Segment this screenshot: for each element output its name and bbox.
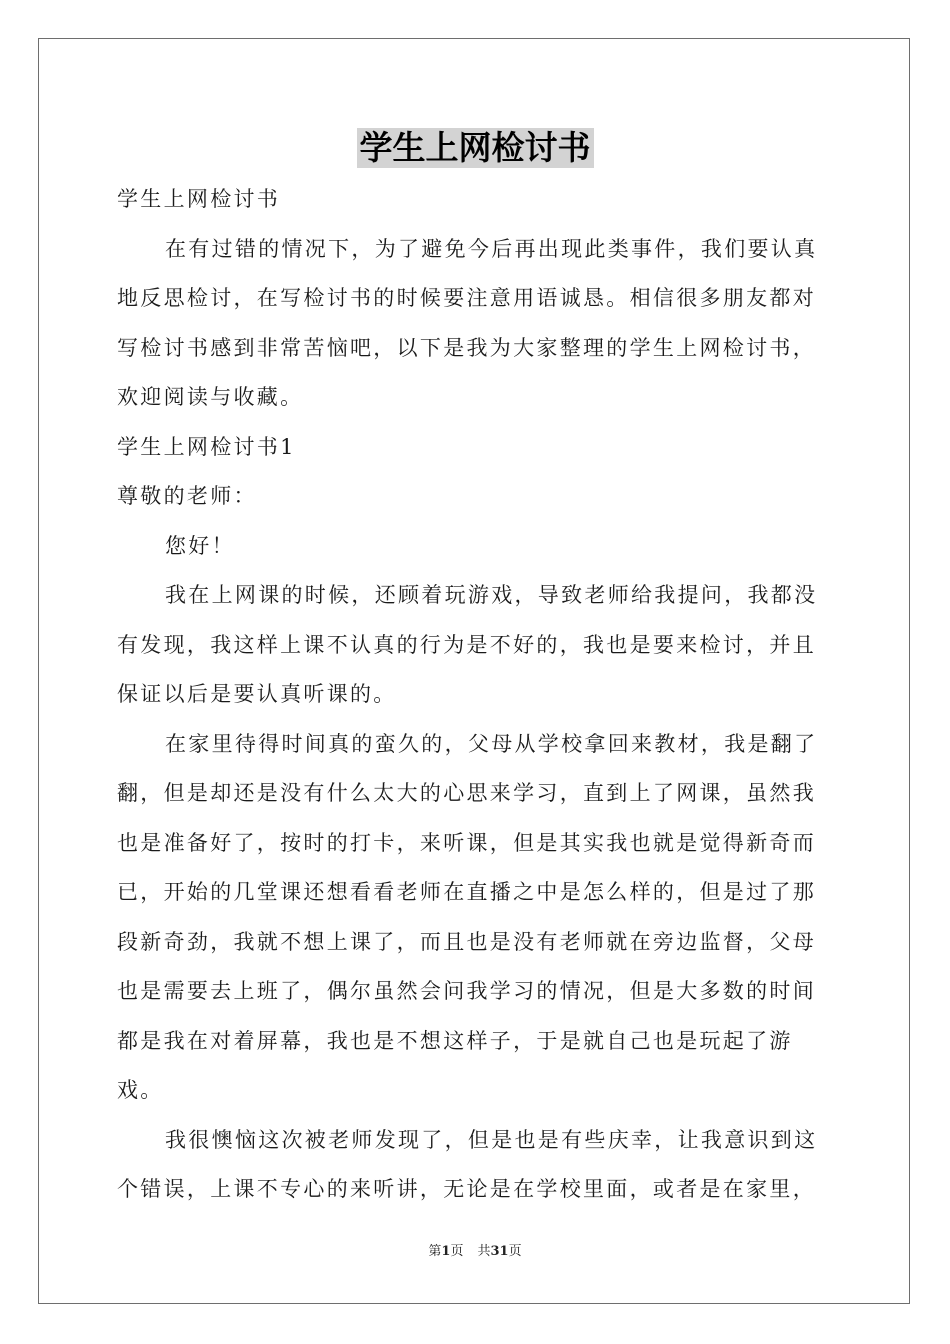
intro-paragraph: 在有过错的情况下，为了避免今后再出现此类事件，我们要认真地反思检讨，在写检讨书的时候要注意用语诚恳。相信很多朋友都对写检讨书感到非常苦恼吧，以下是我为大家整理的学生上网检讨书，欢迎阅读与收藏。 xyxy=(117,236,818,409)
page-prefix: 第 xyxy=(428,1244,442,1259)
body-paragraph: 在家里待得时间真的蛮久的，父母从学校拿回来教材，我是翻了翻，但是却还是没有什么太大的心思来学习，直到上了网课，虽然我也是准备好了，按时的打卡，来听课，但是其实我也就是觉得新奇而已，开始的几堂课还想看看老师在直播之中是怎么样的，但是过了那段新奇劲，我就不想上课了，而且也是没有老师就在旁边监督，父母也是需要去上班了，偶尔虽然会问我学习的情况，但是大多数的时间都是我在对着屏幕，我也是不想这样子，于是就自己也是玩起了游戏。 xyxy=(117,731,818,1102)
page-footer xyxy=(0,1242,950,1262)
document-title xyxy=(0,128,950,168)
page-number: 1 xyxy=(441,1244,451,1259)
section-heading: 学生上网检讨书1 xyxy=(117,434,296,459)
document-title-text: 学生上网检讨书 xyxy=(357,128,594,168)
document-body xyxy=(117,175,835,1215)
greeting: 您好！ xyxy=(165,533,235,558)
page-suffix: 页 xyxy=(450,1244,464,1259)
total-suffix: 页 xyxy=(508,1244,522,1259)
salutation: 尊敬的老师： xyxy=(117,484,257,508)
page-total: 31 xyxy=(490,1244,509,1259)
total-prefix: 共 xyxy=(477,1244,491,1259)
body-paragraph: 我在上网课的时候，还顾着玩游戏，导致老师给我提问，我都没有发现，我这样上课不认真的行为是不好的，我也是要来检讨，并且保证以后是要认真听课的。 xyxy=(117,583,818,706)
subtitle-paragraph: 学生上网检讨书 xyxy=(117,187,281,211)
body-paragraph: 我很懊恼这次被老师发现了，但是也是有些庆幸，让我意识到这个错误，上课不专心的来听讲，无论是在学校里面，或者是在家里， xyxy=(117,1127,818,1201)
